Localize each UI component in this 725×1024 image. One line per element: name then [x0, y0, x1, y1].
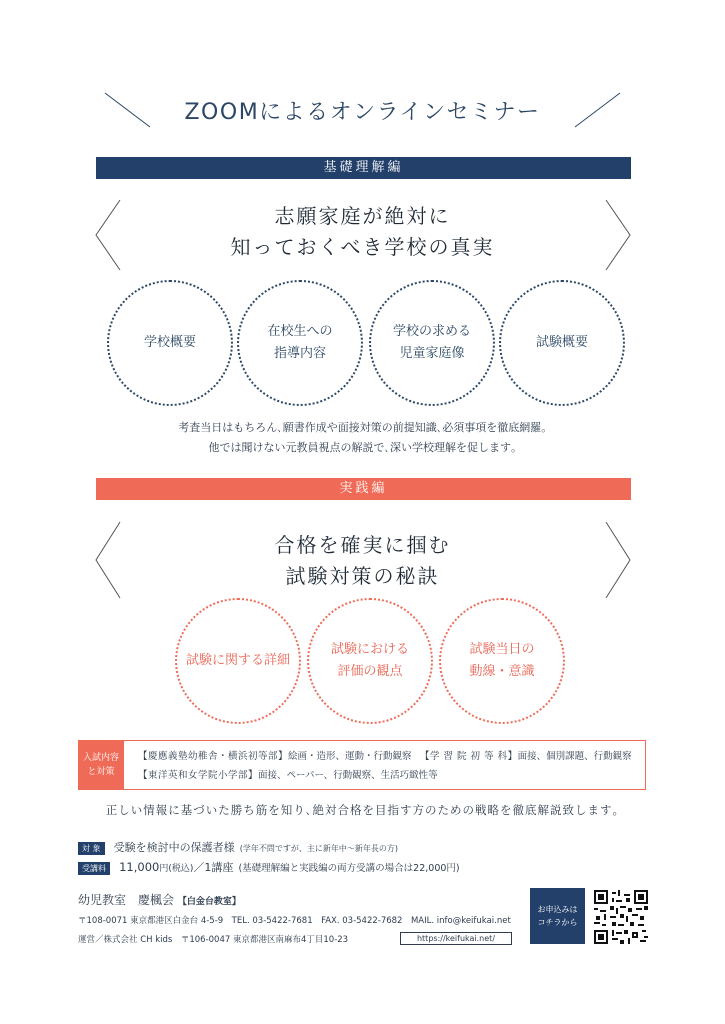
fee-tax: 円(税込)	[159, 864, 194, 874]
practice-headline-line2: 試験対策の秘訣	[285, 564, 440, 588]
footer-branch: 【白金台教室】	[177, 897, 241, 907]
basic-desc-line1: 考査当日はもちろん､願書作成や面接対策の前提知識､必須事項を徹底網羅｡	[178, 421, 547, 434]
circle-exam-overview: 試験概要	[499, 280, 625, 406]
basic-description	[0, 418, 725, 458]
target-text: 受験を検討中の保護者様	[113, 841, 235, 854]
circle-school-overview: 学校概要	[107, 280, 233, 406]
page-title: ZOOMによるオンラインセミナー	[184, 100, 541, 125]
practice-headline-line1: 合格を確実に掴む	[274, 533, 451, 557]
footer-url-link[interactable]: https://keifukai.net/	[400, 932, 512, 945]
basic-desc-line2: 他では聞けない元教員視点の解説で､深い学校理解を促します｡	[208, 441, 517, 454]
practice-band: 実践編	[96, 478, 631, 500]
exam-desc-toyoeiwa: 面接、ペーパー、行動観察、生活巧緻性等	[258, 770, 438, 781]
fee-amount: 11,000	[119, 860, 160, 874]
exam-school-keio: 【慶應義塾幼稚舎・横浜初等部】	[138, 751, 289, 762]
exam-school-gakushuin: 【学 習 院 初 等 科】	[420, 751, 518, 762]
exam-row-1b	[420, 748, 632, 762]
circle-evaluation-points: 試験における 評価の観点	[307, 598, 433, 724]
exam-school-toyoeiwa: 【東洋英和女学院小学部】	[138, 770, 259, 781]
target-note: (学年不問ですが、主に新年中〜新年長の方)	[239, 844, 398, 853]
circle-student-guidance: 在校生への 指導内容	[237, 280, 363, 406]
footer-org: 幼児教室 慶楓会	[78, 893, 175, 907]
basic-headline	[0, 201, 725, 263]
target-tag: 対 象	[78, 842, 105, 855]
footer-org-line	[78, 891, 241, 908]
apply-button[interactable]: お申込みは コチラから	[530, 888, 585, 944]
exam-row-2	[138, 767, 438, 781]
circle-exam-details: 試験に関する詳細	[175, 598, 301, 724]
practice-headline	[0, 530, 725, 592]
target-row	[78, 836, 398, 855]
exam-desc-gakushuin: 面接、個別課題、行動観察	[517, 751, 632, 762]
fee-tag: 受講料	[78, 862, 110, 875]
basic-headline-line1: 志願家庭が絶対に	[274, 204, 451, 228]
exam-content-label: 入試内容 と対策	[78, 740, 124, 790]
fee-per: ／1講座	[193, 861, 234, 874]
fee-row	[78, 856, 460, 875]
circle-ideal-family: 学校の求める 児童家庭像	[369, 280, 495, 406]
exam-desc-keio: 絵画・造形、運動・行動観察	[288, 751, 412, 762]
basic-headline-line2: 知っておくべき学校の真実	[230, 235, 495, 259]
fee-note: (基礎理解編と実践編の両方受講の場合は22,000円)	[238, 863, 460, 874]
exam-row-1a	[138, 748, 412, 762]
qr-code-icon[interactable]	[594, 890, 648, 944]
circle-exam-day-flow: 試験当日の 動線・意識	[439, 598, 565, 724]
footer-address: 〒108-0071 東京都港区白金台 4-5-9 TEL. 03-5422-7681 FAX. 03-5422-7682 MAIL. info@keifukai.net	[78, 916, 511, 926]
basic-band: 基礎理解編	[96, 157, 631, 179]
footer-operator: 運営／株式会社 CH kids 〒106-0047 東京都港区南麻布4丁目10-23	[78, 935, 349, 945]
summary-text: 正しい情報に基づいた勝ち筋を知り､絶対合格を目指す方のための戦略を徹底解説致します｡	[105, 803, 620, 817]
